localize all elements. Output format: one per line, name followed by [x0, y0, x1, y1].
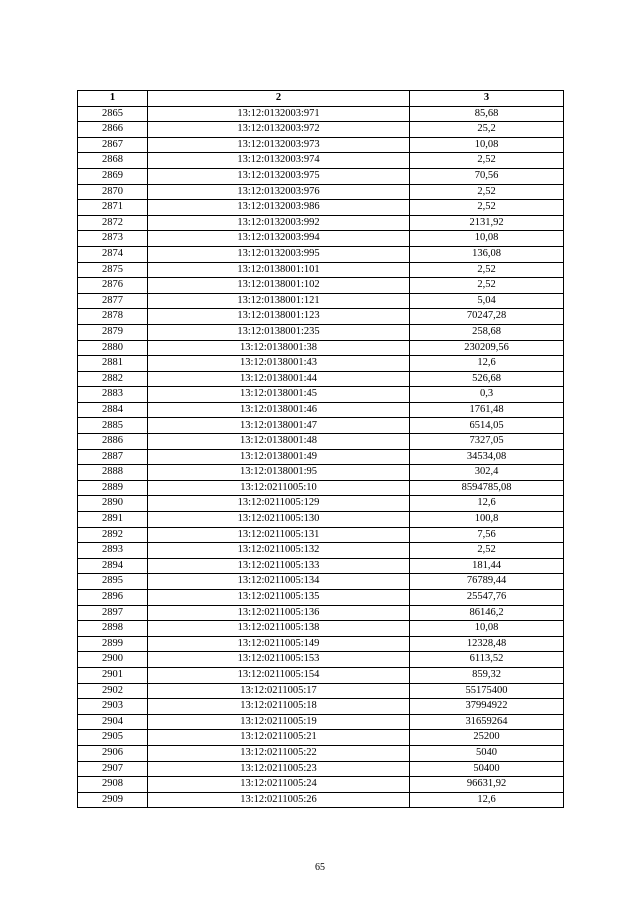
cadastral-number-cell: 13:12:0211005:24 — [148, 777, 410, 793]
value-cell: 7,56 — [410, 527, 564, 543]
value-cell: 50400 — [410, 761, 564, 777]
row-number-cell: 2879 — [78, 324, 148, 340]
cadastral-number-cell: 13:12:0211005:10 — [148, 480, 410, 496]
cadastral-number-cell: 13:12:0132003:976 — [148, 184, 410, 200]
value-cell: 31659264 — [410, 714, 564, 730]
cadastral-number-cell: 13:12:0138001:48 — [148, 434, 410, 450]
row-number-cell: 2901 — [78, 667, 148, 683]
table-row — [78, 543, 564, 559]
row-number-cell: 2907 — [78, 761, 148, 777]
cadastral-number-cell: 13:12:0211005:133 — [148, 558, 410, 574]
cadastral-number-cell: 13:12:0211005:26 — [148, 792, 410, 808]
cadastral-number-cell: 13:12:0138001:123 — [148, 309, 410, 325]
cadastral-number-cell: 13:12:0211005:19 — [148, 714, 410, 730]
value-cell: 70,56 — [410, 168, 564, 184]
row-number-cell: 2891 — [78, 512, 148, 528]
value-cell: 5,04 — [410, 293, 564, 309]
value-cell: 136,08 — [410, 246, 564, 262]
row-number-cell: 2886 — [78, 434, 148, 450]
cadastral-number-cell: 13:12:0138001:38 — [148, 340, 410, 356]
table-row — [78, 215, 564, 231]
table-row — [78, 480, 564, 496]
row-number-cell: 2885 — [78, 418, 148, 434]
table-row — [78, 714, 564, 730]
cadastral-number-cell: 13:12:0211005:23 — [148, 761, 410, 777]
cadastral-number-cell: 13:12:0211005:18 — [148, 699, 410, 715]
table-row — [78, 527, 564, 543]
row-number-cell: 2898 — [78, 621, 148, 637]
table-row — [78, 449, 564, 465]
table-row — [78, 621, 564, 637]
value-cell: 34534,08 — [410, 449, 564, 465]
table-row — [78, 402, 564, 418]
row-number-cell: 2880 — [78, 340, 148, 356]
value-cell: 7327,05 — [410, 434, 564, 450]
cadastral-number-cell: 13:12:0138001:101 — [148, 262, 410, 278]
table-row — [78, 434, 564, 450]
value-cell: 10,08 — [410, 137, 564, 153]
value-cell: 526,68 — [410, 371, 564, 387]
row-number-cell: 2871 — [78, 200, 148, 216]
header-col-3: 3 — [410, 91, 564, 107]
value-cell: 100,8 — [410, 512, 564, 528]
cadastral-number-cell: 13:12:0138001:102 — [148, 278, 410, 294]
cadastral-number-cell: 13:12:0211005:130 — [148, 512, 410, 528]
row-number-cell: 2906 — [78, 745, 148, 761]
table-row — [78, 496, 564, 512]
row-number-cell: 2894 — [78, 558, 148, 574]
cadastral-number-cell: 13:12:0138001:235 — [148, 324, 410, 340]
row-number-cell: 2873 — [78, 231, 148, 247]
value-cell: 85,68 — [410, 106, 564, 122]
cadastral-number-cell: 13:12:0138001:121 — [148, 293, 410, 309]
value-cell: 10,08 — [410, 231, 564, 247]
value-cell: 12328,48 — [410, 636, 564, 652]
cadastral-number-cell: 13:12:0132003:975 — [148, 168, 410, 184]
row-number-cell: 2908 — [78, 777, 148, 793]
value-cell: 1761,48 — [410, 402, 564, 418]
cadastral-number-cell: 13:12:0211005:138 — [148, 621, 410, 637]
row-number-cell: 2870 — [78, 184, 148, 200]
value-cell: 0,3 — [410, 387, 564, 403]
cadastral-number-cell: 13:12:0138001:44 — [148, 371, 410, 387]
row-number-cell: 2897 — [78, 605, 148, 621]
table-row — [78, 278, 564, 294]
cadastral-number-cell: 13:12:0132003:992 — [148, 215, 410, 231]
value-cell: 8594785,08 — [410, 480, 564, 496]
table-row — [78, 683, 564, 699]
table-row — [78, 106, 564, 122]
value-cell: 37994922 — [410, 699, 564, 715]
cadastral-number-cell: 13:12:0132003:994 — [148, 231, 410, 247]
row-number-cell: 2882 — [78, 371, 148, 387]
cadastral-number-cell: 13:12:0138001:45 — [148, 387, 410, 403]
value-cell: 6113,52 — [410, 652, 564, 668]
cadastral-number-cell: 13:12:0211005:131 — [148, 527, 410, 543]
table-row — [78, 324, 564, 340]
cadastral-number-cell: 13:12:0132003:973 — [148, 137, 410, 153]
table-row — [78, 293, 564, 309]
table-row — [78, 512, 564, 528]
row-number-cell: 2903 — [78, 699, 148, 715]
table-body — [78, 106, 564, 808]
table-row — [78, 309, 564, 325]
table-header — [78, 91, 564, 107]
table-row — [78, 699, 564, 715]
row-number-cell: 2892 — [78, 527, 148, 543]
table-row — [78, 792, 564, 808]
row-number-cell: 2872 — [78, 215, 148, 231]
row-number-cell: 2878 — [78, 309, 148, 325]
row-number-cell: 2890 — [78, 496, 148, 512]
table-row — [78, 745, 564, 761]
cadastral-number-cell: 13:12:0211005:153 — [148, 652, 410, 668]
value-cell: 25547,76 — [410, 590, 564, 606]
value-cell: 70247,28 — [410, 309, 564, 325]
value-cell: 181,44 — [410, 558, 564, 574]
table-row — [78, 558, 564, 574]
table-row — [78, 465, 564, 481]
row-number-cell: 2909 — [78, 792, 148, 808]
value-cell: 2,52 — [410, 153, 564, 169]
table-row — [78, 137, 564, 153]
cadastral-number-cell: 13:12:0211005:154 — [148, 667, 410, 683]
table-row — [78, 200, 564, 216]
value-cell: 302,4 — [410, 465, 564, 481]
cadastral-number-cell: 13:12:0132003:986 — [148, 200, 410, 216]
cadastral-number-cell: 13:12:0138001:43 — [148, 356, 410, 372]
cadastral-number-cell: 13:12:0211005:132 — [148, 543, 410, 559]
row-number-cell: 2874 — [78, 246, 148, 262]
value-cell: 2,52 — [410, 184, 564, 200]
value-cell: 25200 — [410, 730, 564, 746]
row-number-cell: 2877 — [78, 293, 148, 309]
table-row — [78, 246, 564, 262]
value-cell: 96631,92 — [410, 777, 564, 793]
value-cell: 86146,2 — [410, 605, 564, 621]
table-row — [78, 777, 564, 793]
cadastral-number-cell: 13:12:0211005:22 — [148, 745, 410, 761]
row-number-cell: 2889 — [78, 480, 148, 496]
cadastral-number-cell: 13:12:0132003:995 — [148, 246, 410, 262]
value-cell: 10,08 — [410, 621, 564, 637]
value-cell: 5040 — [410, 745, 564, 761]
cadastral-number-cell: 13:12:0138001:46 — [148, 402, 410, 418]
header-col-2: 2 — [148, 91, 410, 107]
value-cell: 2,52 — [410, 543, 564, 559]
table-row — [78, 761, 564, 777]
table-row — [78, 418, 564, 434]
cadastral-number-cell: 13:12:0138001:47 — [148, 418, 410, 434]
table-row — [78, 730, 564, 746]
row-number-cell: 2893 — [78, 543, 148, 559]
table-row — [78, 387, 564, 403]
row-number-cell: 2899 — [78, 636, 148, 652]
row-number-cell: 2884 — [78, 402, 148, 418]
table-row — [78, 356, 564, 372]
table-row — [78, 652, 564, 668]
value-cell: 230209,56 — [410, 340, 564, 356]
row-number-cell: 2883 — [78, 387, 148, 403]
row-number-cell: 2900 — [78, 652, 148, 668]
table-row — [78, 574, 564, 590]
header-row — [78, 91, 564, 107]
header-col-1: 1 — [78, 91, 148, 107]
row-number-cell: 2876 — [78, 278, 148, 294]
table-row — [78, 262, 564, 278]
table-row — [78, 636, 564, 652]
cadastral-number-cell: 13:12:0132003:971 — [148, 106, 410, 122]
cadastral-number-cell: 13:12:0211005:17 — [148, 683, 410, 699]
value-cell: 25,2 — [410, 122, 564, 138]
table-row — [78, 184, 564, 200]
page-number: 65 — [315, 862, 325, 873]
value-cell: 12,6 — [410, 496, 564, 512]
cadastral-number-cell: 13:12:0211005:149 — [148, 636, 410, 652]
data-table — [77, 90, 564, 808]
cadastral-number-cell: 13:12:0211005:134 — [148, 574, 410, 590]
row-number-cell: 2881 — [78, 356, 148, 372]
row-number-cell: 2865 — [78, 106, 148, 122]
value-cell: 2,52 — [410, 278, 564, 294]
row-number-cell: 2902 — [78, 683, 148, 699]
row-number-cell: 2904 — [78, 714, 148, 730]
value-cell: 76789,44 — [410, 574, 564, 590]
table-row — [78, 231, 564, 247]
row-number-cell: 2866 — [78, 122, 148, 138]
table-row — [78, 605, 564, 621]
cadastral-number-cell: 13:12:0211005:129 — [148, 496, 410, 512]
table-row — [78, 667, 564, 683]
value-cell: 2131,92 — [410, 215, 564, 231]
table-row — [78, 590, 564, 606]
row-number-cell: 2896 — [78, 590, 148, 606]
row-number-cell: 2895 — [78, 574, 148, 590]
value-cell: 55175400 — [410, 683, 564, 699]
row-number-cell: 2867 — [78, 137, 148, 153]
cadastral-number-cell: 13:12:0211005:21 — [148, 730, 410, 746]
table-row — [78, 122, 564, 138]
table-row — [78, 168, 564, 184]
value-cell: 12,6 — [410, 356, 564, 372]
row-number-cell: 2869 — [78, 168, 148, 184]
row-number-cell: 2887 — [78, 449, 148, 465]
cadastral-number-cell: 13:12:0211005:136 — [148, 605, 410, 621]
value-cell: 859,32 — [410, 667, 564, 683]
table-row — [78, 371, 564, 387]
value-cell: 12,6 — [410, 792, 564, 808]
row-number-cell: 2905 — [78, 730, 148, 746]
value-cell: 6514,05 — [410, 418, 564, 434]
row-number-cell: 2888 — [78, 465, 148, 481]
cadastral-number-cell: 13:12:0211005:135 — [148, 590, 410, 606]
table-row — [78, 340, 564, 356]
cadastral-number-cell: 13:12:0138001:49 — [148, 449, 410, 465]
value-cell: 258,68 — [410, 324, 564, 340]
cadastral-number-cell: 13:12:0132003:972 — [148, 122, 410, 138]
table-row — [78, 153, 564, 169]
value-cell: 2,52 — [410, 200, 564, 216]
value-cell: 2,52 — [410, 262, 564, 278]
row-number-cell: 2868 — [78, 153, 148, 169]
cadastral-number-cell: 13:12:0138001:95 — [148, 465, 410, 481]
row-number-cell: 2875 — [78, 262, 148, 278]
cadastral-number-cell: 13:12:0132003:974 — [148, 153, 410, 169]
